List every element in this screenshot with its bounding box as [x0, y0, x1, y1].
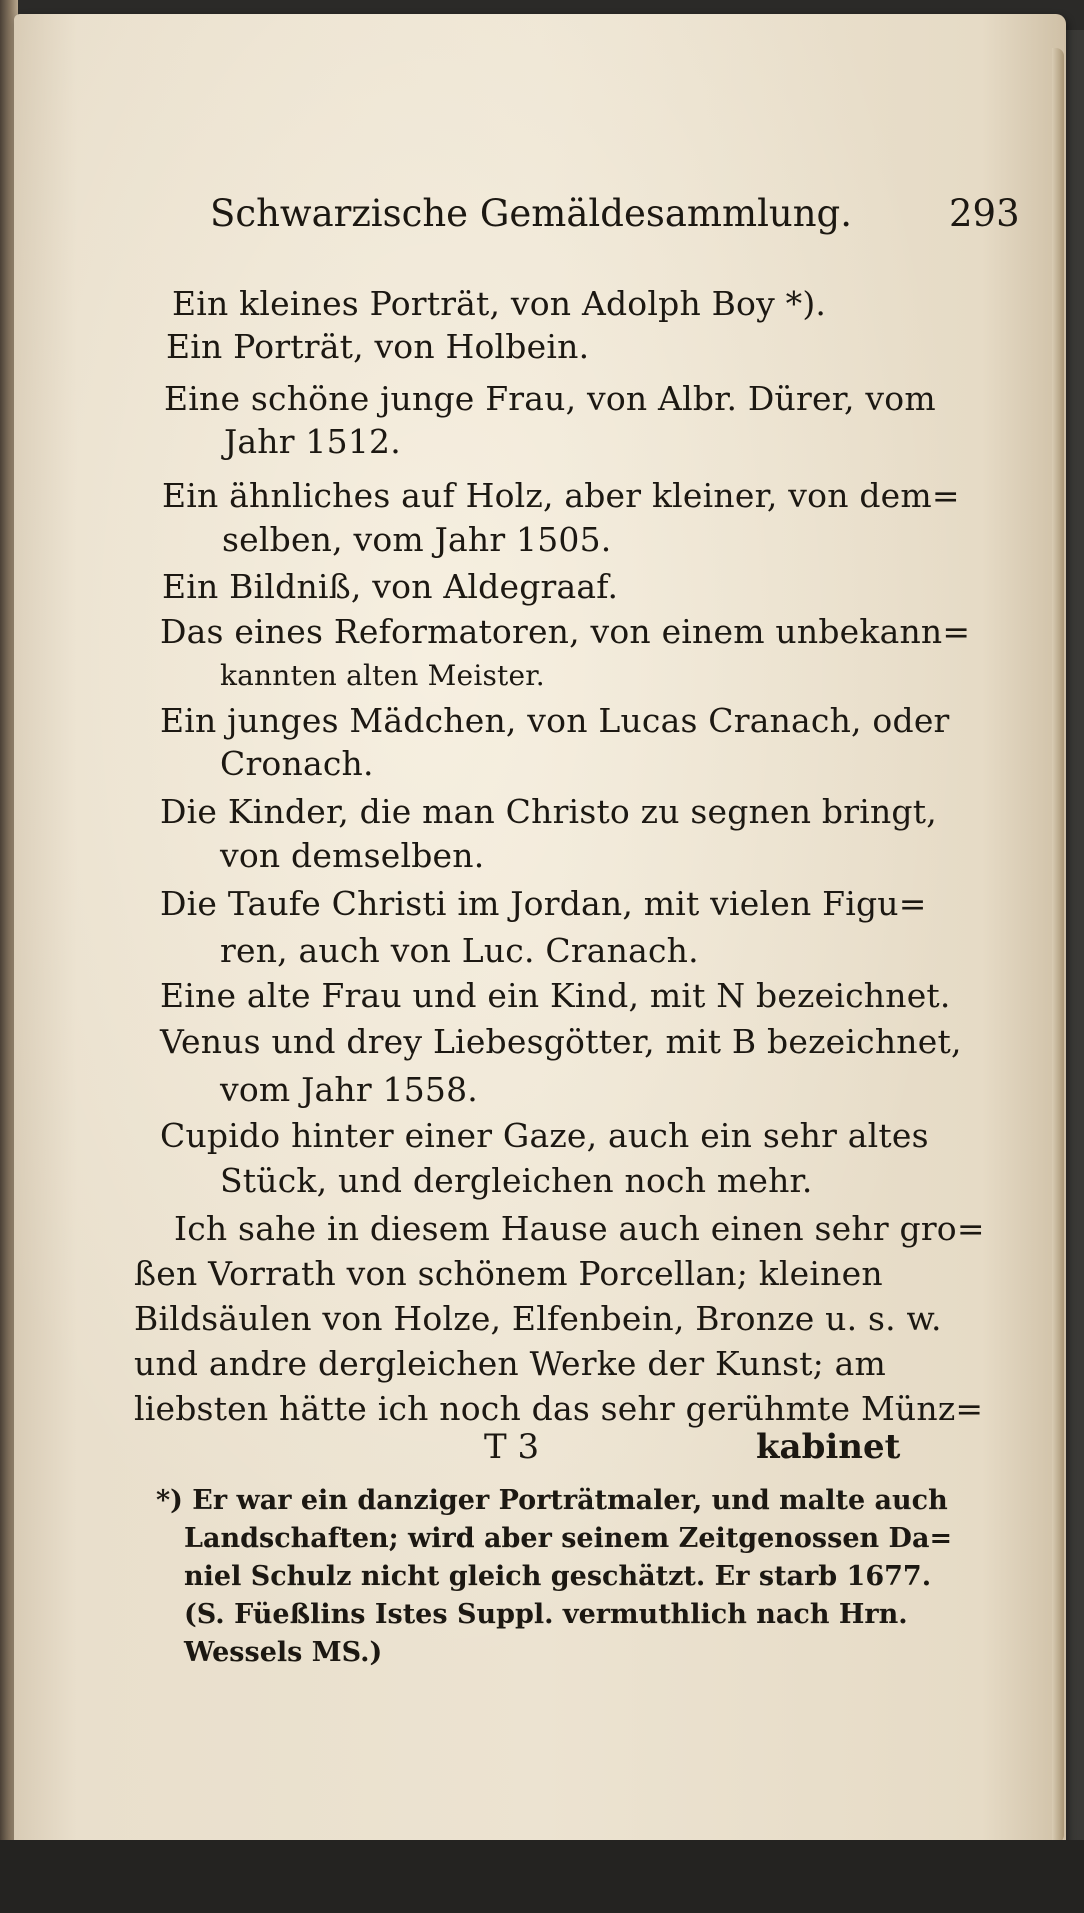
footnote-line: *) Er war ein danziger Porträtmaler, und malte auch — [156, 1485, 948, 1516]
body-line: Ein junges Mädchen, von Lucas Cranach, oder — [160, 701, 950, 740]
body-line: liebsten hätte ich noch das sehr gerühmte Münz= — [134, 1389, 984, 1428]
body-line: Ein Porträt, von Holbein. — [166, 327, 590, 366]
body-line: Cupido hinter einer Gaze, auch ein sehr altes — [160, 1116, 929, 1155]
book-page — [14, 14, 1066, 1854]
page-text — [14, 14, 1066, 1854]
body-line: Die Kinder, die man Christo zu segnen bringt, — [160, 792, 937, 831]
footnote-line: niel Schulz nicht gleich geschätzt. Er starb 1677. — [184, 1561, 932, 1592]
footnote-line: Wessels MS.) — [184, 1637, 383, 1668]
body-line: ren, auch von Luc. Cranach. — [220, 931, 699, 970]
body-line: Eine schöne junge Frau, von Albr. Dürer, vom — [164, 379, 936, 418]
body-line: Ich sahe in diesem Hause auch einen sehr gro= — [174, 1209, 985, 1248]
body-line: vom Jahr 1558. — [220, 1070, 478, 1109]
page-number: 293 — [949, 192, 1020, 235]
body-line: selben, vom Jahr 1505. — [222, 520, 612, 559]
body-line: Die Taufe Christi im Jordan, mit vielen Figu= — [160, 884, 927, 923]
body-line: Das eines Reformatoren, von einem unbekann= — [160, 612, 971, 651]
body-line: Jahr 1512. — [224, 422, 401, 461]
body-line: Eine alte Frau und ein Kind, mit N bezeichnet. — [160, 976, 951, 1015]
body-line: Cronach. — [220, 744, 374, 783]
footnote-line: (S. Füeßlins Istes Suppl. vermuthlich nach Hrn. — [184, 1599, 908, 1630]
body-line: Ein ähnliches auf Holz, aber kleiner, von dem= — [162, 476, 960, 515]
body-line: und andre dergleichen Werke der Kunst; am — [134, 1344, 887, 1383]
signature-mark: T 3 — [484, 1427, 540, 1467]
body-line: Ein kleines Porträt, von Adolph Boy *). — [172, 284, 827, 323]
footnote-line: Landschaften; wird aber seinem Zeitgenossen Da= — [184, 1523, 953, 1554]
body-line: Ein Bildniß, von Aldegraaf. — [162, 567, 619, 606]
body-line: Bildsäulen von Holze, Elfenbein, Bronze u. s. w. — [134, 1299, 942, 1338]
running-header: Schwarzische Gemäldesammlung. — [210, 192, 853, 235]
body-line: ßen Vorrath von schönem Porcellan; kleinen — [134, 1254, 883, 1293]
body-line: von demselben. — [220, 836, 485, 875]
catchword: kabinet — [756, 1427, 901, 1467]
body-line: kannten alten Meister. — [220, 659, 545, 692]
scan-background-bottom — [0, 1840, 1084, 1913]
body-line: Venus und drey Liebesgötter, mit B bezeichnet, — [160, 1022, 962, 1061]
body-line: Stück, und dergleichen noch mehr. — [220, 1161, 813, 1200]
